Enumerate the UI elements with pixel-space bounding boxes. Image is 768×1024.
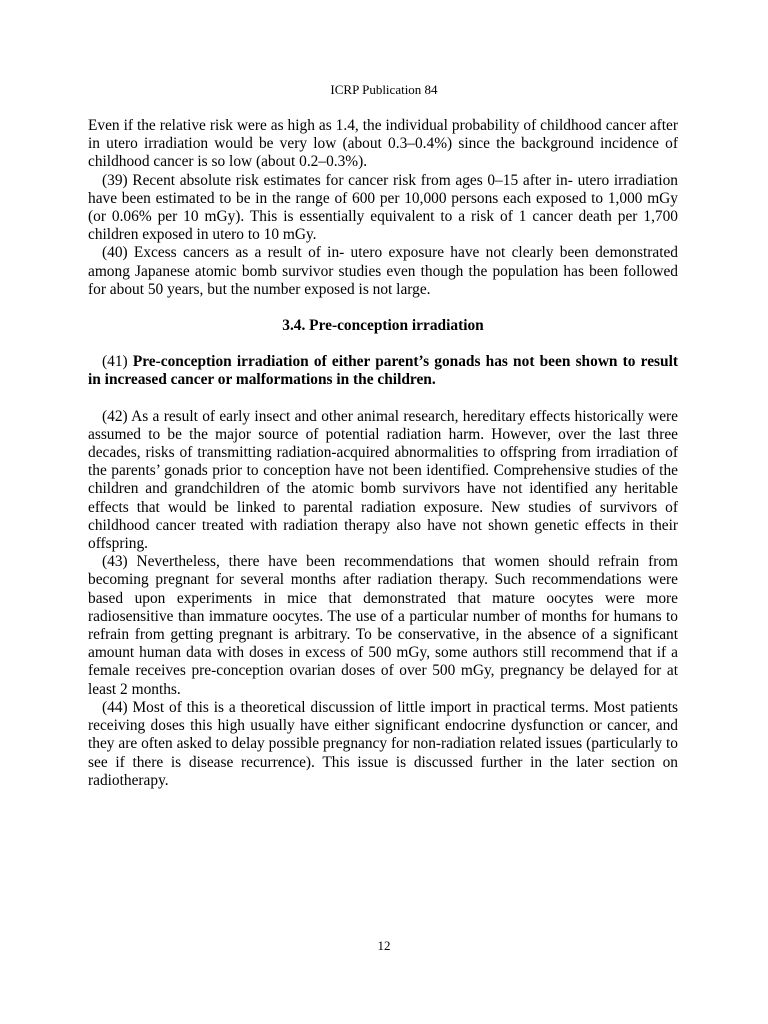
paragraph-44: (44) Most of this is a theoretical discussion of little import in practical terms. Most patients receiving doses this high usually have either significant endocrine dysfunction or cancer, and they are often asked to delay possible pregnancy for non-radiation related issues (particularly to see if there is disease recurrence). This issue is discussed further in the later section on radiotherapy. xyxy=(88,698,678,789)
paragraph-39: (39) Recent absolute risk estimates for cancer risk from ages 0–15 after in- utero irradiation have been estimated to be in the range of 600 per 10,000 persons each exposed to 1,000 mGy (or 0.06% per 10 mGy). This is essentially equivalent to a risk of 1 cancer death per 1,700 children exposed in utero to 10 mGy. xyxy=(88,171,678,244)
paragraph-41 xyxy=(88,353,678,389)
paragraph-42: (42) As a result of early insect and other animal research, hereditary effects historically were assumed to be the major source of potential radiation harm. However, over the last three decades, risks of transmitting radiation-acquired abnormalities to offspring from irradiation of the parents’ gonads prior to conception have not been identified. Comprehensive studies of the children and grandchildren of the atomic bomb survivors have not identified any heritable effects that would be linked to parental radiation exposure. New studies of survivors of childhood cancer treated with radiation therapy also have not shown genetic effects in their offspring. xyxy=(88,407,678,553)
body-text xyxy=(88,117,678,790)
paragraph-continuation: Even if the relative risk were as high as 1.4, the individual probability of childhood cancer after in utero irradiation would be very low (about 0.3–0.4%) since the background incidence of childhood cancer is so low (about 0.2–0.3%). xyxy=(88,117,678,171)
paragraph-43: (43) Nevertheless, there have been recommendations that women should refrain from becoming pregnant for several months after radiation therapy. Such recommendations were based upon experiments in mice that demonstrated that mature oocytes were more radiosensitive than immature oocytes. The use of a particular number of months for humans to refrain from getting pregnant is arbitrary. To be conservative, in the absence of a significant amount human data with doses in excess of 500 mGy, some authors still recommend that if a female receives pre-conception ovarian doses of over 500 mGy, pregnancy be delayed for at least 2 months. xyxy=(88,553,678,698)
paragraph-40: (40) Excess cancers as a result of in- utero exposure have not clearly been demonstrated among Japanese atomic bomb survivor studies even though the population has been followed for about 50 years, but the number exposed is not large. xyxy=(88,244,678,298)
paragraph-41-number: (41) xyxy=(102,353,128,371)
paragraph-41-text: Pre-conception irradiation of either parent’s gonads has not been shown to result in increased cancer or malformations in the children. xyxy=(88,353,678,389)
page-number: 12 xyxy=(377,938,391,953)
section-heading: 3.4. Pre-conception irradiation xyxy=(282,317,484,335)
running-head: ICRP Publication 84 xyxy=(330,82,438,97)
